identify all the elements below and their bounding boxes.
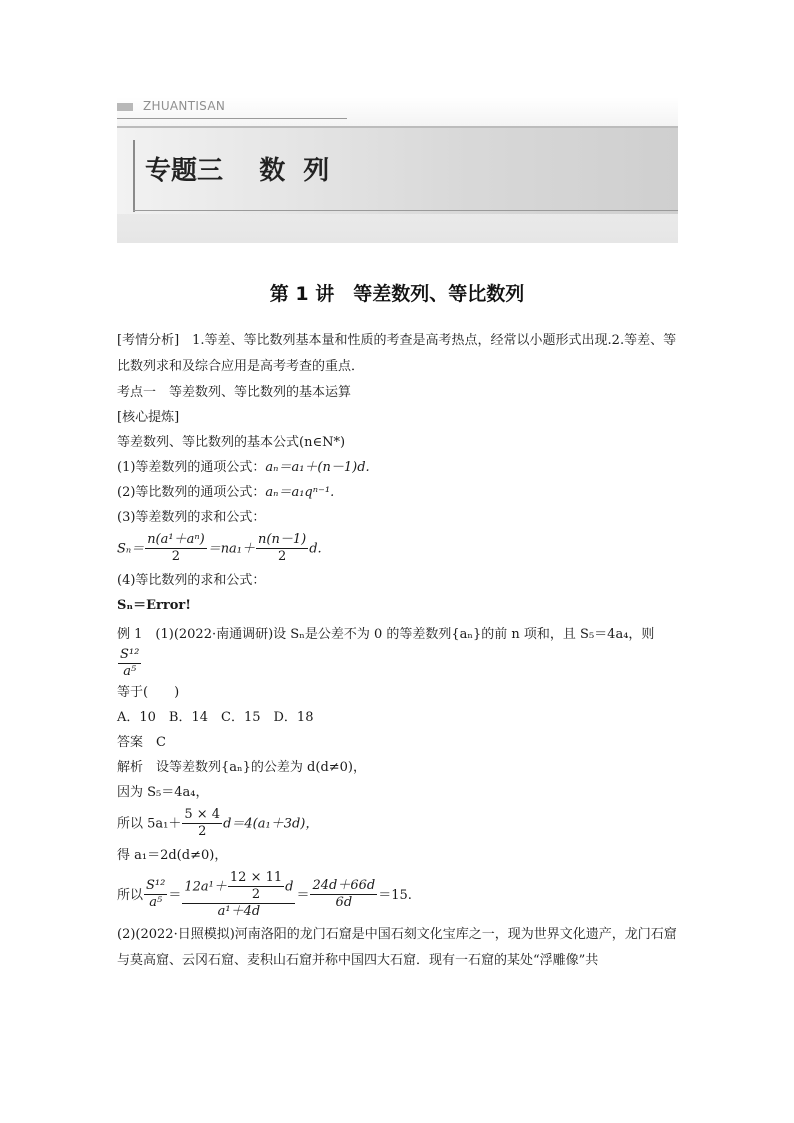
solution-line-3: 所以 5a₁＋ $\frac{5 \times 4}{2}$ d＝4(a₁＋3d)， [117, 807, 319, 840]
fraction: $\frac{5 \times 4}{2}$ [184, 807, 221, 840]
core-label: [核心提炼] [117, 410, 180, 425]
fraction: $\frac{\text{n(a¹＋aⁿ)}}{2}$ [147, 532, 205, 565]
fraction: $\frac{\text{S¹²}}{\text{a⁵}}$ [146, 878, 166, 911]
exam-analysis: [考情分析] 1.等差、等比数列基本量和性质的考查是高考热点，经常以小题形式出现.2.等差、等比数列求和及综合应用是高考考查的重点． [117, 333, 677, 374]
example-1-options: A．10 B．14 C．15 D．18 [117, 710, 314, 725]
fraction: $\frac{\text{S¹²}}{\text{a⁵}}$ [120, 646, 140, 679]
solution-line-5: 所以 $\frac{\text{S¹²}}{\text{a⁵}}$ ＝ 12a¹＋ $\frac{12 \times 11}{2}$ d a¹＋4d ＝ $\frac{24d+66d}{6d}$ ＝15. [117, 869, 412, 919]
point1-title: 考点一 等差数列、等比数列的基本运算 [117, 385, 352, 400]
fraction: $\frac{n(n-1)}{2}$ [258, 532, 307, 565]
header-tag-line [117, 118, 347, 119]
formula-1: (1)等差数列的通项公式：aₙ＝a₁＋(n－1)d. [117, 460, 370, 475]
lecture-title: 第 1 讲 等差数列、等比数列 [269, 283, 525, 305]
formula-4-label: (4)等比数列的求和公式： [117, 572, 266, 588]
fraction: $\frac{24d+66d}{6d}$ [312, 878, 376, 911]
example-1-question-end: 等于( ) [117, 685, 180, 700]
part-title: 专题三 数 列 [145, 156, 330, 186]
fraction: $\frac{12 \times 11}{2}$ [229, 869, 283, 902]
compound-fraction: 12a¹＋ $\frac{12 \times 11}{2}$ d a¹＋4d [184, 869, 294, 919]
formula-4: Sₙ＝Error! [117, 597, 191, 613]
solution-line-1: 解析 设等差数列{aₙ}的公差为 d(d≠0)， [117, 760, 366, 775]
formula-intro: 等差数列、等比数列的基本公式(n∈N*) [117, 435, 346, 450]
solution-line-2: 因为 S₅＝4a₄， [117, 785, 209, 800]
header-tag-block [117, 103, 133, 111]
solution-line-4: 得 a₁＝2d(d≠0)， [117, 847, 228, 863]
page-content [117, 328, 678, 974]
title-accent [133, 140, 135, 212]
title-underline [133, 210, 678, 211]
formula-2: (2)等比数列的通项公式：aₙ＝a₁qⁿ⁻¹. [117, 485, 335, 500]
header-tag: ZHUANTISAN [143, 99, 226, 113]
formula-3: Sₙ＝ $\frac{\text{n(a¹＋aⁿ)}}{2}$ ＝na₁＋ $\frac{n(n-1)}{2}$ d. [117, 532, 322, 565]
example-1-question: 例 1 (1)(2022·南通调研)设 Sₙ是公差不为 0 的等差数列{aₙ}的前 n 项和，且 S₅＝4a₄，则 $\frac{\text{S¹²}}{\text{a⁵}}$ [117, 626, 655, 679]
example-1-answer: 答案 C [117, 735, 166, 750]
example-1-part-2: (2)(2022·日照模拟)河南洛阳的龙门石窟是中国石刻文化宝库之一，现为世界文化遗产，龙门石窟与莫高窟、云冈石窟、麦积山石窟并称中国四大石窟．现有一石窟的某处“浮雕像”共 [117, 927, 677, 969]
formula-3-label: (3)等差数列的求和公式： [117, 510, 266, 525]
